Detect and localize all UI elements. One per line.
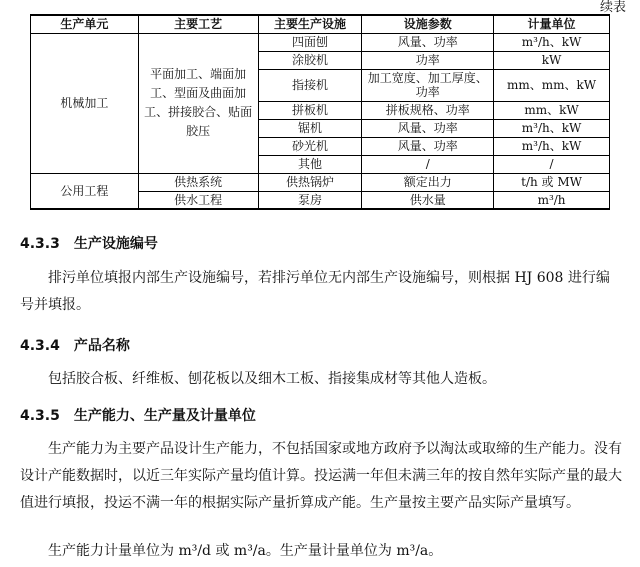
section-number: 4.3.5 xyxy=(20,408,60,424)
section-title: 产品名称 xyxy=(73,338,130,354)
header-facility: 主要生产设施 xyxy=(258,15,362,33)
facility-cell: 砂光机 xyxy=(258,137,362,155)
facility-cell: 指接机 xyxy=(258,69,362,101)
process-cell: 供水工程 xyxy=(138,191,258,209)
measure-cell: kW xyxy=(494,51,610,69)
facility-cell: 泵房 xyxy=(258,191,362,209)
section-paragraph: 生产能力为主要产品设计生产能力，不包括国家或地方政府予以淘汰或取缔的生产能力。没有设计产能数据时，以近三年实际产量均值计算。投运满一年但未满三年的按自然年实际产量的最大值进行填报，投运不满一年的根据实际产量折算成产能。生产量按主要产品实际产量填写。 xyxy=(20,441,622,511)
process-cell: 平面加工、端面加工、型面及曲面加工、拼接胶合、贴面胶压 xyxy=(138,33,258,173)
param-cell: 加工宽度、加工厚度、功率 xyxy=(362,69,494,101)
section-title: 生产设施编号 xyxy=(73,236,158,252)
measure-cell: m³/h、kW xyxy=(494,119,610,137)
table-row xyxy=(31,173,610,191)
continued-label: 续表 xyxy=(599,0,626,15)
unit-cell: 机械加工 xyxy=(31,33,139,173)
facility-cell: 锯机 xyxy=(258,119,362,137)
table-header-row xyxy=(31,15,610,33)
section-number: 4.3.4 xyxy=(20,338,60,354)
section-title: 生产能力、生产量及计量单位 xyxy=(73,408,256,424)
section-heading xyxy=(20,335,130,355)
table-row xyxy=(31,33,610,51)
measure-cell: mm、mm、kW xyxy=(494,69,610,101)
section-number: 4.3.3 xyxy=(20,236,60,252)
section-paragraph-units: 生产能力计量单位为 m³/d 或 m³/a。生产量计量单位为 m³/a。 xyxy=(48,543,443,559)
param-cell: 额定出力 xyxy=(362,173,494,191)
param-cell: 供水量 xyxy=(362,191,494,209)
header-process: 主要工艺 xyxy=(138,15,258,33)
facility-cell: 拼板机 xyxy=(258,101,362,119)
facility-table xyxy=(30,14,610,210)
measure-cell: / xyxy=(494,155,610,173)
facility-cell: 其他 xyxy=(258,155,362,173)
process-cell: 供热系统 xyxy=(138,173,258,191)
facility-cell: 供热锅炉 xyxy=(258,173,362,191)
measure-cell: t/h 或 MW xyxy=(494,173,610,191)
section-heading xyxy=(20,233,158,253)
param-cell: 风量、功率 xyxy=(362,33,494,51)
measure-cell: m³/h、kW xyxy=(494,33,610,51)
unit-cell: 公用工程 xyxy=(31,173,139,209)
param-cell: 拼板规格、功率 xyxy=(362,101,494,119)
measure-cell: mm、kW xyxy=(494,101,610,119)
section-paragraph: 包括胶合板、纤维板、刨花板以及细木工板、指接集成材等其他人造板。 xyxy=(48,371,496,387)
measure-cell: m³/h xyxy=(494,191,610,209)
facility-cell: 四面刨 xyxy=(258,33,362,51)
section-paragraph: 排污单位填报内部生产设施编号，若排污单位无内部生产设施编号，则根据 HJ 608 进行编号并填报。 xyxy=(20,270,610,313)
section-heading xyxy=(20,405,256,425)
param-cell: / xyxy=(362,155,494,173)
param-cell: 风量、功率 xyxy=(362,137,494,155)
header-param: 设施参数 xyxy=(362,15,494,33)
param-cell: 功率 xyxy=(362,51,494,69)
header-measure: 计量单位 xyxy=(494,15,610,33)
measure-cell: m³/h、kW xyxy=(494,137,610,155)
facility-cell: 涂胶机 xyxy=(258,51,362,69)
header-unit: 生产单元 xyxy=(31,15,139,33)
param-cell: 风量、功率 xyxy=(362,119,494,137)
